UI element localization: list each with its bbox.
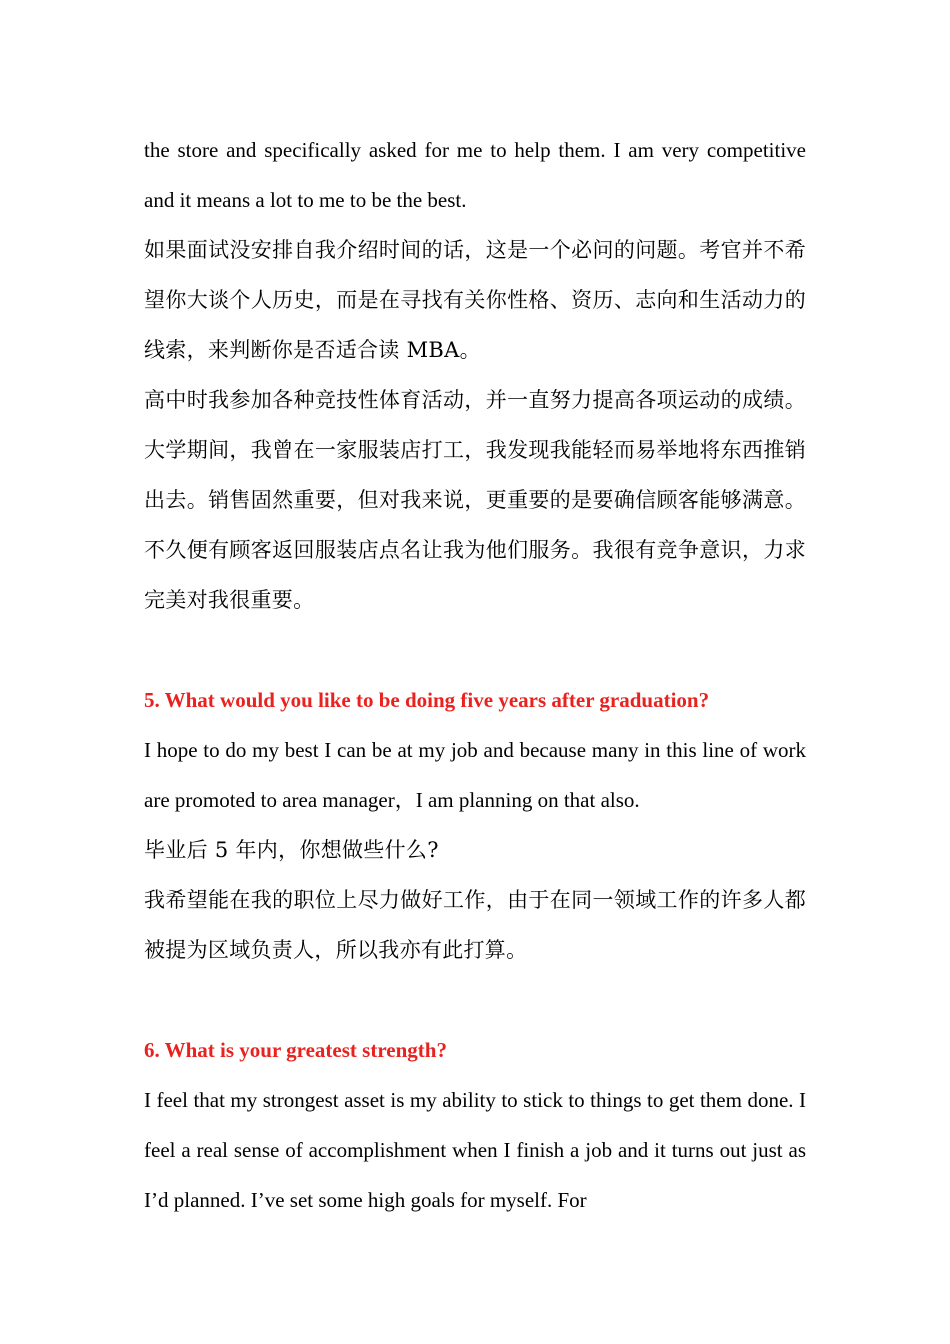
document-page	[144, 125, 806, 1225]
question-6-heading: 6. What is your greatest strength?	[144, 1038, 447, 1062]
question-6-answer-en: I feel that my strongest asset is my ability to stick to things to get them done. I feel a real sense of accomplishment when I finish a job and it turns out just as I’d planned. I’ve set some high goals for myself. For	[144, 1088, 806, 1212]
spacer	[144, 625, 806, 675]
paragraph-zh-interview-note: 如果面试没安排自我介绍时间的话，这是一个必问的问题。考官并不希望你大谈个人历史，而是在寻找有关你性格、资历、志向和生活动力的线索，来判断你是否适合读 MBA。	[144, 238, 806, 362]
spacer	[144, 975, 806, 1025]
paragraph-en-continuation: the store and specifically asked for me to help them. I am very competitive and it means a lot to me to be the best.	[144, 138, 806, 212]
question-5-heading: 5. What would you like to be doing five years after graduation?	[144, 688, 710, 712]
question-5-answer-zh: 我希望能在我的职位上尽力做好工作，由于在同一领域工作的许多人都被提为区域负责人，所以我亦有此打算。	[144, 888, 806, 962]
paragraph-zh-answer-translation: 高中时我参加各种竞技性体育活动，并一直努力提高各项运动的成绩。大学期间，我曾在一家服装店打工，我发现我能轻而易举地将东西推销出去。销售固然重要，但对我来说，更重要的是要确信顾客能够满意。不久便有顾客返回服装店点名让我为他们服务。我很有竞争意识，力求完美对我很重要。	[144, 388, 806, 612]
question-5-answer-en: I hope to do my best I can be at my job and because many in this line of work are promoted to area manager，I am planning on that also.	[144, 738, 806, 812]
question-5-heading-zh: 毕业后 5 年内，你想做些什么?	[144, 838, 439, 862]
